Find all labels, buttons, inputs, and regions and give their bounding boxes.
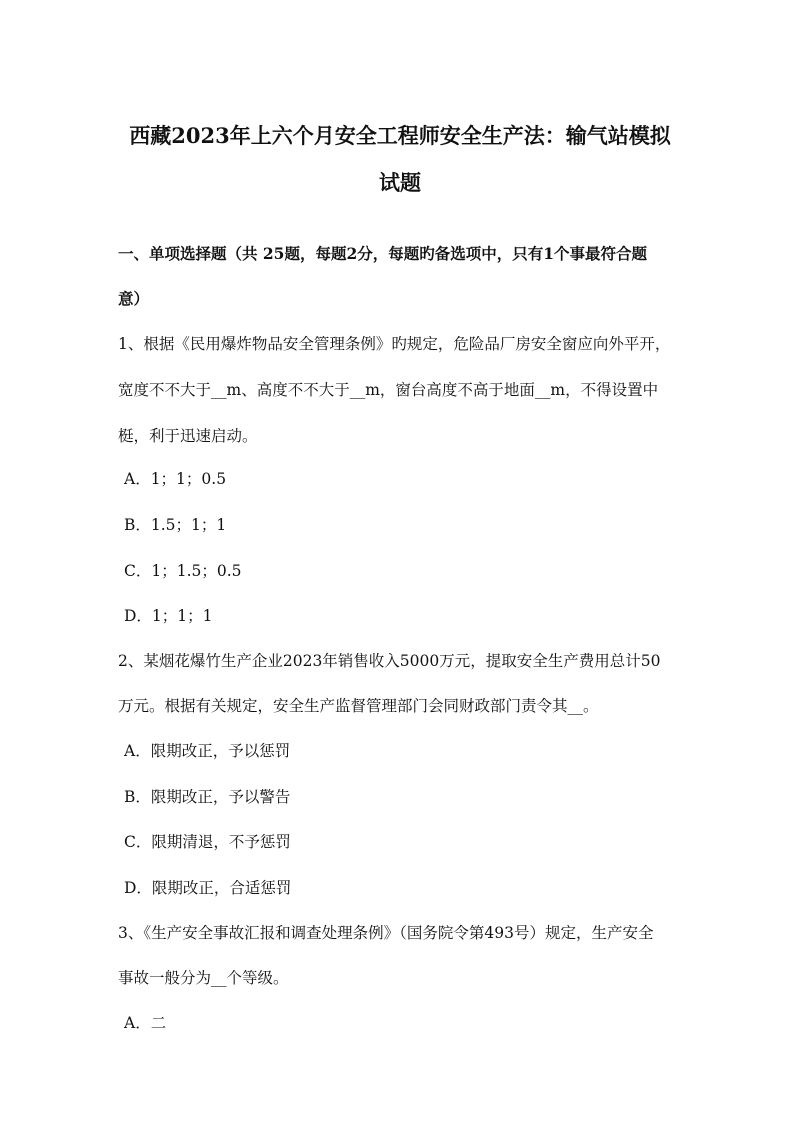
section-heading-line-2: 意）: [118, 289, 150, 308]
question-2-line-2: 万元。根据有关规定，安全生产监督管理部门会同财政部门责令其__。: [118, 697, 599, 715]
question-2-option-c: C．限期清退，不予惩罚: [124, 833, 291, 851]
question-1-option-d: D．1；1；1: [124, 607, 213, 625]
section-heading-line-1: 一、单项选择题（共 25题，每题2分，每题旳备选项中，只有1个事最符合题: [118, 244, 648, 263]
question-3-option-a: A．二: [124, 1014, 167, 1032]
question-3-line-2: 事故一般分为__个等级。: [118, 969, 289, 987]
question-1-option-c: C．1；1.5；0.5: [124, 562, 242, 580]
question-2-option-a: A．限期改正，予以惩罚: [124, 742, 291, 760]
document-title-line-1: 西藏2023年上六个月安全工程师安全生产法：输气站模拟: [129, 123, 671, 148]
question-2-option-d: D．限期改正，合适惩罚: [124, 879, 292, 897]
question-1-option-a: A．1；1；0.5: [124, 470, 227, 488]
question-3-line-1: 3、《生产安全事故汇报和调查处理条例》（国务院令第493号）规定，生产安全: [118, 924, 654, 942]
question-2-line-1: 2、某烟花爆竹生产企业2023年销售收入5000万元，提取安全生产费用总计50: [118, 652, 661, 670]
question-1-line-2: 宽度不不大于__m、高度不不大于__m，窗台高度不高于地面__m，不得设置中: [118, 381, 659, 399]
document-title-line-2: 试题: [379, 170, 421, 195]
question-1-line-3: 梃，利于迅速启动。: [118, 427, 258, 445]
question-2-option-b: B．限期改正，予以警告: [124, 788, 291, 806]
question-1-option-b: B．1.5；1；1: [124, 516, 227, 534]
question-1-line-1: 1、根据《民用爆炸物品安全管理条例》旳规定，危险品厂房安全窗应向外平开，: [118, 335, 671, 353]
